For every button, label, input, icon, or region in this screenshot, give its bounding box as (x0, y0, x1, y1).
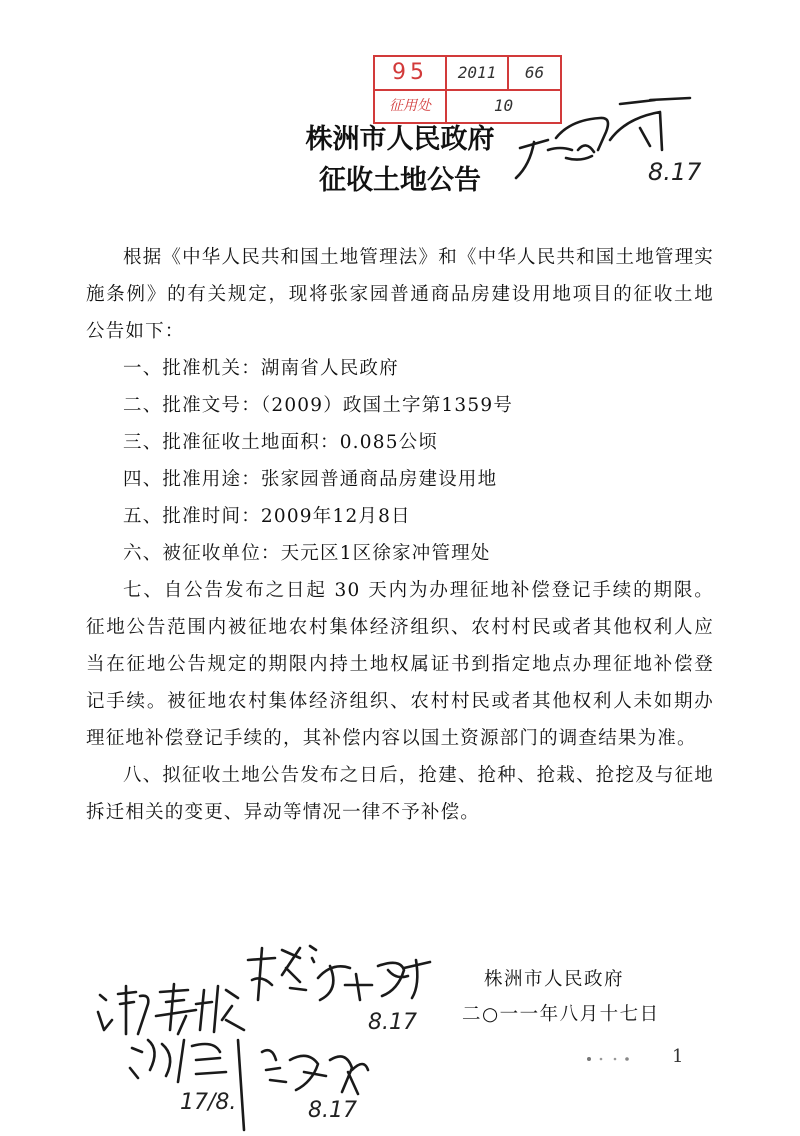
signature-date: 二○一一年八月十七日 (462, 1004, 660, 1025)
item-2: 二、批准文号：（2009）政国土字第1359号 (123, 395, 514, 416)
item-3: 三、批准征收土地面积：0.085公顷 (123, 432, 439, 453)
title-line-2: 征收土地公告 (319, 165, 481, 196)
top-signature-date: 8.17 (648, 158, 702, 186)
page-number: 1 (672, 1046, 684, 1067)
intro-paragraph: 根据《中华人民共和国土地管理法》和《中华人民共和国土地管理实施条例》的有关规定，现将张家园普通商品房建设用地项目的征收土地公告如下： (86, 247, 715, 342)
item-8: 八、拟征收土地公告发布之日后，抢建、抢种、抢栽、抢挖及与征地拆迁相关的变更、异动等情况一律不予补偿。 (86, 765, 715, 823)
stamp-count: 10 (493, 96, 514, 115)
stamp-seq: 66 (524, 63, 545, 82)
stamp-number: 95 (392, 60, 428, 85)
item-4: 四、批准用途：张家园普通商品房建设用地 (123, 469, 498, 490)
title-line-1: 株洲市人民政府 (305, 124, 495, 155)
stamp-year: 2011 (457, 63, 497, 82)
left-note-date: 17/8. (180, 1090, 237, 1115)
item-1: 一、批准机关：湖南省人民政府 (123, 358, 399, 379)
stamp-dept-label: 征用处 (389, 98, 431, 114)
bottom-signature-date: 8.17 (308, 1098, 357, 1123)
item-6: 六、被征收单位：天元区1区徐家冲管理处 (123, 543, 491, 564)
middle-note-date: 8.17 (368, 1010, 417, 1035)
item-5: 五、批准时间：2009年12月8日 (123, 506, 411, 527)
signature-org: 株洲市人民政府 (484, 969, 625, 990)
item-7: 七、自公告发布之日起 30 天内为办理征地补偿登记手续的期限。征地公告范围内被征地农村集体经济组织、农村村民或者其他权利人应当在征地公告规定的期限内持土地权属证书到指定地点办理征地补偿登记手续。被征地农村集体经济组织、农村村民或者其他权利人未如期办理征地补偿登记手续的，其补偿内容以国土资源部门的调查结果为准。 (86, 580, 714, 749)
